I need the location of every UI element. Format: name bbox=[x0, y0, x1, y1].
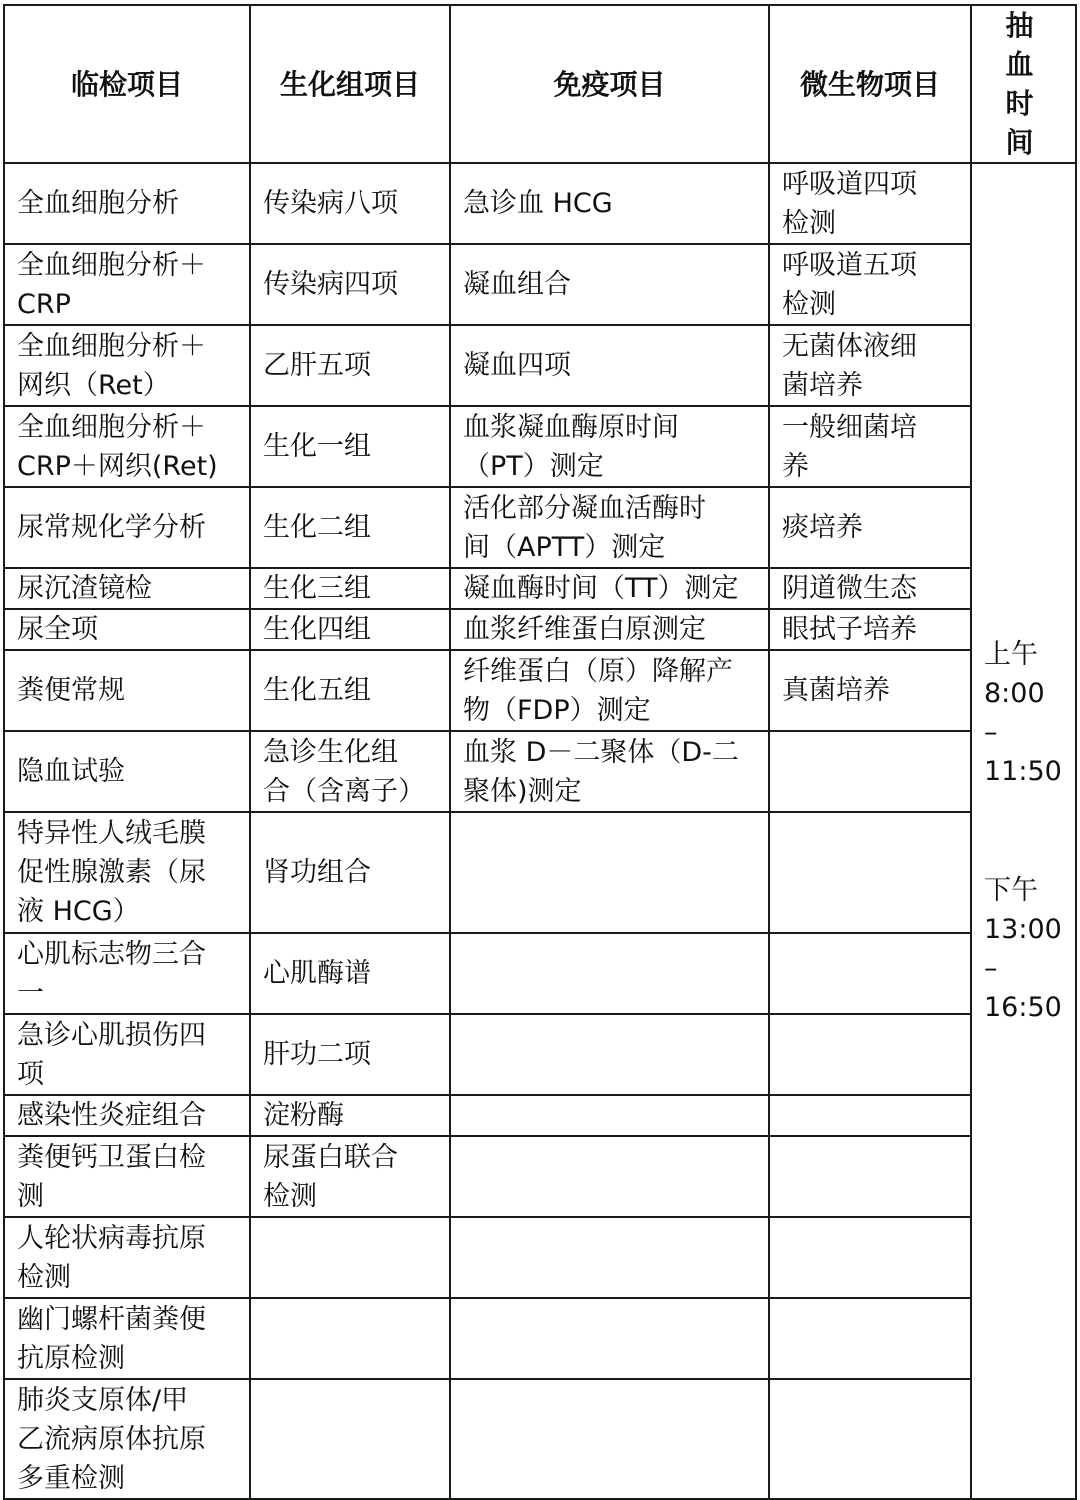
cell-biochem: 肝功二项 bbox=[250, 1014, 450, 1095]
cell-clinical: 粪便钙卫蛋白检 测 bbox=[4, 1136, 250, 1217]
cell-biochem: 传染病八项 bbox=[250, 163, 450, 244]
header-clinical: 临检项目 bbox=[4, 5, 250, 163]
cell-microbio bbox=[769, 1217, 971, 1298]
cell-clinical: 全血细胞分析＋ CRP bbox=[4, 244, 250, 325]
cell-biochem: 肾功组合 bbox=[250, 812, 450, 933]
cell-immuno: 凝血酶时间（TT）测定 bbox=[450, 568, 769, 609]
morning-label: 上午 bbox=[984, 639, 1038, 670]
cell-biochem: 生化三组 bbox=[250, 568, 450, 609]
morning-start: 8:00 bbox=[984, 678, 1045, 709]
cell-biochem: 生化五组 bbox=[250, 650, 450, 731]
cell-biochem bbox=[250, 1217, 450, 1298]
cell-biochem: 尿蛋白联合 检测 bbox=[250, 1136, 450, 1217]
cell-immuno: 急诊血 HCG bbox=[450, 163, 769, 244]
cell-microbio bbox=[769, 731, 971, 812]
header-draw-time: 抽 血 时 间 bbox=[971, 5, 1076, 163]
cell-immuno: 血浆凝血酶原时间 （PT）测定 bbox=[450, 406, 769, 487]
table-row bbox=[4, 325, 1076, 406]
table-row bbox=[4, 609, 1076, 650]
cell-clinical: 全血细胞分析＋ 网织（Ret） bbox=[4, 325, 250, 406]
morning-end: 11:50 bbox=[984, 756, 1062, 787]
cell-microbio bbox=[769, 1298, 971, 1379]
cell-clinical: 隐血试验 bbox=[4, 731, 250, 812]
cell-immuno bbox=[450, 1298, 769, 1379]
table-row bbox=[4, 1014, 1076, 1095]
cell-immuno bbox=[450, 1014, 769, 1095]
cell-immuno bbox=[450, 812, 769, 933]
cell-clinical: 急诊心肌损伤四 项 bbox=[4, 1014, 250, 1095]
lab-items-table bbox=[3, 4, 1077, 1500]
afternoon-end: 16:50 bbox=[984, 992, 1062, 1023]
table-row bbox=[4, 650, 1076, 731]
cell-clinical: 尿沉渣镜检 bbox=[4, 568, 250, 609]
header-row bbox=[4, 5, 1076, 163]
table-row bbox=[4, 487, 1076, 568]
table-row bbox=[4, 1298, 1076, 1379]
table-row bbox=[4, 1379, 1076, 1499]
cell-immuno: 纤维蛋白（原）降解产 物（FDP）测定 bbox=[450, 650, 769, 731]
cell-clinical: 人轮状病毒抗原 检测 bbox=[4, 1217, 250, 1298]
table-row bbox=[4, 406, 1076, 487]
cell-clinical: 心肌标志物三合 一 bbox=[4, 933, 250, 1014]
table-row bbox=[4, 933, 1076, 1014]
cell-microbio: 呼吸道五项 检测 bbox=[769, 244, 971, 325]
cell-biochem bbox=[250, 1298, 450, 1379]
cell-clinical: 幽门螺杆菌粪便 抗原检测 bbox=[4, 1298, 250, 1379]
cell-microbio: 无菌体液细 菌培养 bbox=[769, 325, 971, 406]
cell-microbio bbox=[769, 1014, 971, 1095]
cell-microbio bbox=[769, 812, 971, 933]
cell-microbio: 眼拭子培养 bbox=[769, 609, 971, 650]
cell-biochem: 乙肝五项 bbox=[250, 325, 450, 406]
cell-biochem: 生化四组 bbox=[250, 609, 450, 650]
table-row bbox=[4, 731, 1076, 812]
cell-biochem bbox=[250, 1379, 450, 1499]
cell-clinical: 肺炎支原体/甲 乙流病原体抗原 多重检测 bbox=[4, 1379, 250, 1499]
cell-immuno: 凝血四项 bbox=[450, 325, 769, 406]
cell-microbio bbox=[769, 933, 971, 1014]
cell-biochem: 心肌酶谱 bbox=[250, 933, 450, 1014]
cell-clinical: 粪便常规 bbox=[4, 650, 250, 731]
afternoon-start: 13:00 bbox=[984, 914, 1062, 945]
table-row bbox=[4, 163, 1076, 244]
cell-microbio: 真菌培养 bbox=[769, 650, 971, 731]
cell-clinical: 尿常规化学分析 bbox=[4, 487, 250, 568]
cell-microbio: 呼吸道四项 检测 bbox=[769, 163, 971, 244]
cell-immuno: 血浆 D－二聚体（D-二 聚体)测定 bbox=[450, 731, 769, 812]
cell-biochem: 急诊生化组 合（含离子） bbox=[250, 731, 450, 812]
cell-clinical: 感染性炎症组合 bbox=[4, 1095, 250, 1136]
header-microbio: 微生物项目 bbox=[769, 5, 971, 163]
cell-immuno: 凝血组合 bbox=[450, 244, 769, 325]
cell-clinical: 尿全项 bbox=[4, 609, 250, 650]
table-row bbox=[4, 1217, 1076, 1298]
cell-biochem: 生化二组 bbox=[250, 487, 450, 568]
morning-dash: – bbox=[984, 717, 998, 748]
cell-immuno bbox=[450, 1379, 769, 1499]
cell-microbio bbox=[769, 1095, 971, 1136]
table-row bbox=[4, 1136, 1076, 1217]
cell-biochem: 淀粉酶 bbox=[250, 1095, 450, 1136]
table-row bbox=[4, 812, 1076, 933]
draw-time-cell bbox=[971, 163, 1076, 1499]
cell-microbio: 阴道微生态 bbox=[769, 568, 971, 609]
cell-microbio: 痰培养 bbox=[769, 487, 971, 568]
table-row bbox=[4, 568, 1076, 609]
afternoon-dash: – bbox=[984, 953, 998, 984]
cell-biochem: 传染病四项 bbox=[250, 244, 450, 325]
cell-biochem: 生化一组 bbox=[250, 406, 450, 487]
cell-microbio: 一般细菌培 养 bbox=[769, 406, 971, 487]
cell-immuno bbox=[450, 1095, 769, 1136]
cell-immuno: 血浆纤维蛋白原测定 bbox=[450, 609, 769, 650]
cell-microbio bbox=[769, 1136, 971, 1217]
time-gap bbox=[984, 791, 1063, 871]
cell-immuno bbox=[450, 1217, 769, 1298]
table-row bbox=[4, 1095, 1076, 1136]
cell-immuno: 活化部分凝血活酶时 间（APTT）测定 bbox=[450, 487, 769, 568]
cell-clinical: 全血细胞分析＋ CRP＋网织(Ret) bbox=[4, 406, 250, 487]
cell-microbio bbox=[769, 1379, 971, 1499]
cell-clinical: 特异性人绒毛膜 促性腺激素（尿 液 HCG） bbox=[4, 812, 250, 933]
cell-immuno bbox=[450, 1136, 769, 1217]
header-biochem: 生化组项目 bbox=[250, 5, 450, 163]
cell-immuno bbox=[450, 933, 769, 1014]
header-immuno: 免疫项目 bbox=[450, 5, 769, 163]
cell-clinical: 全血细胞分析 bbox=[4, 163, 250, 244]
afternoon-label: 下午 bbox=[984, 875, 1038, 906]
table-row bbox=[4, 244, 1076, 325]
